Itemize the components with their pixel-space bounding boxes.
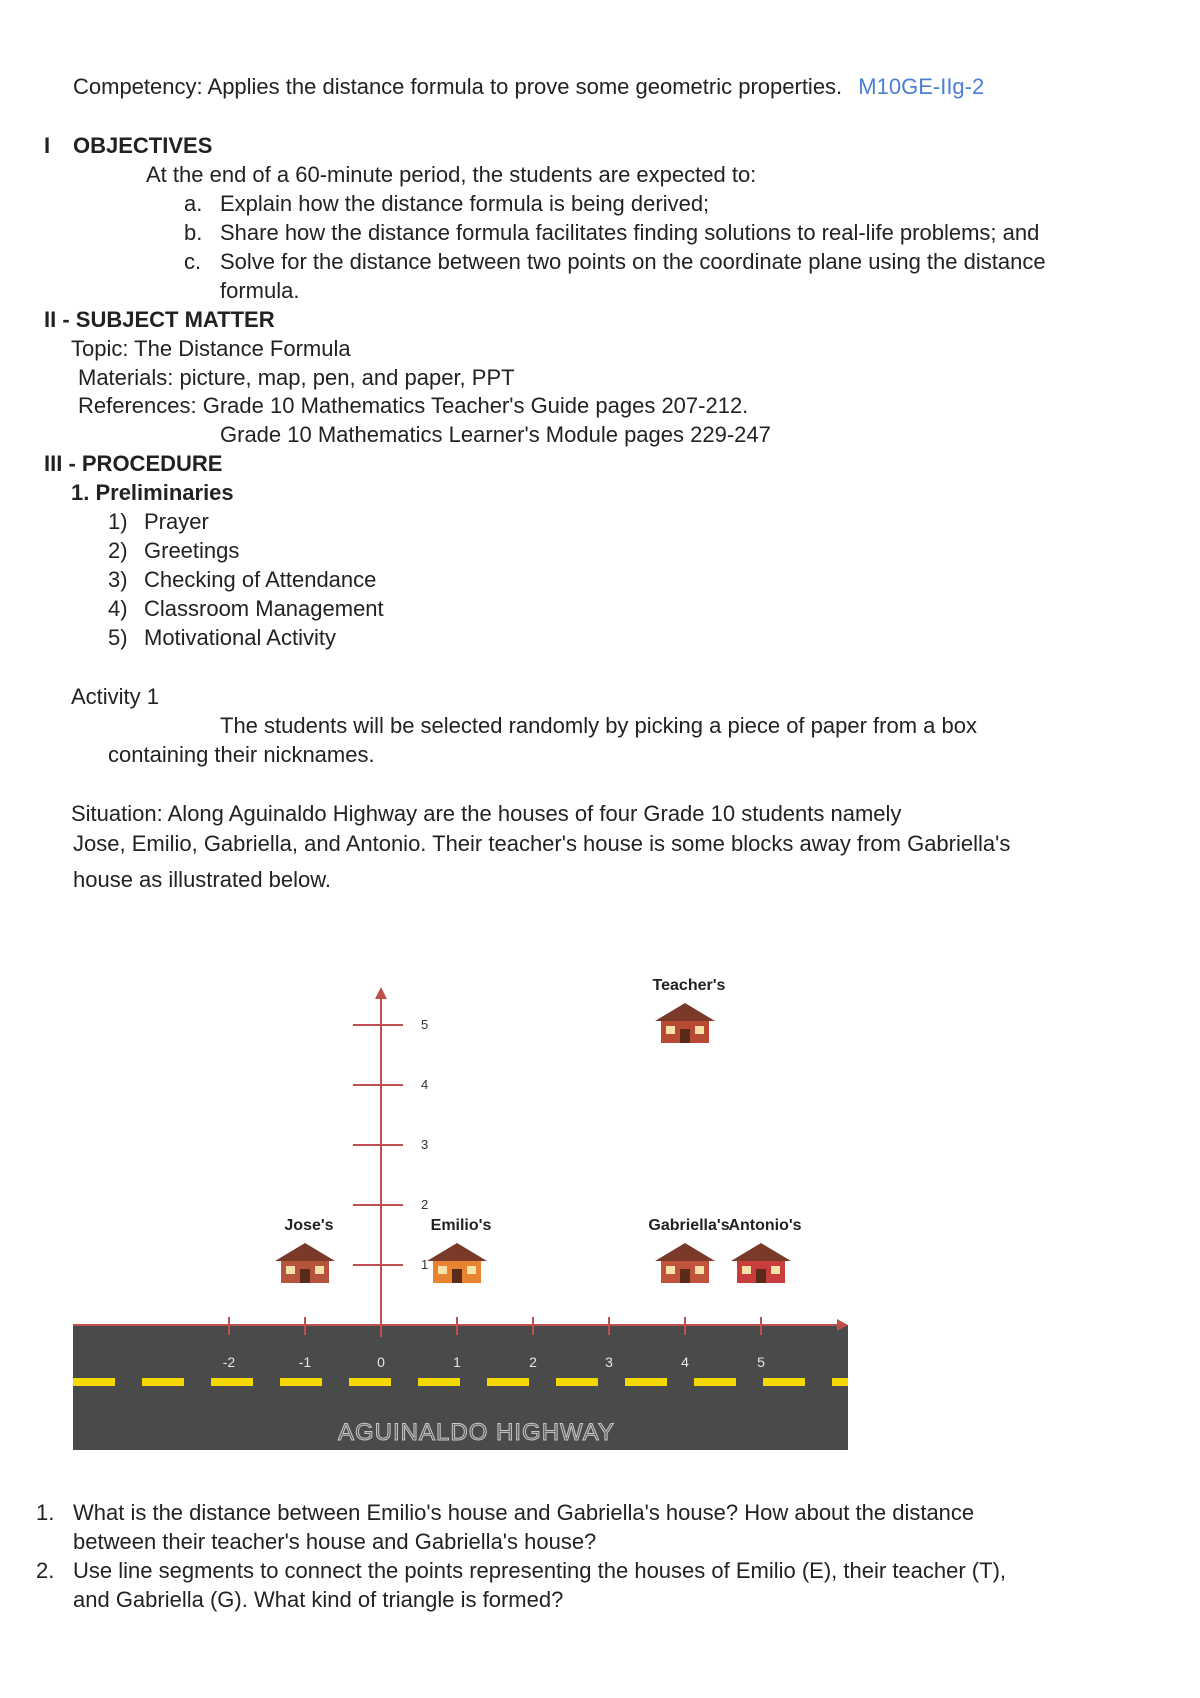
house-window bbox=[695, 1266, 704, 1274]
lane-dash bbox=[763, 1378, 805, 1386]
house-door bbox=[680, 1029, 690, 1043]
house-label: Emilio's bbox=[430, 1217, 492, 1234]
activity-text: The students will be selected randomly by picking a piece of paper from a box bbox=[220, 713, 977, 738]
x-tick-label: -2 bbox=[222, 1354, 236, 1370]
objectives-heading: OBJECTIVES bbox=[73, 133, 213, 158]
section-numeral-1: I bbox=[44, 133, 51, 158]
question-text-continuation: between their teacher's house and Gabriella's house? bbox=[73, 1529, 597, 1554]
x-tick-label: 4 bbox=[681, 1354, 689, 1370]
preliminary-item: Greetings bbox=[144, 538, 240, 563]
procedure-heading: III - PROCEDURE bbox=[44, 451, 223, 476]
preliminary-marker: 3) bbox=[108, 567, 128, 592]
x-tick-label: 3 bbox=[605, 1354, 613, 1370]
lane-dash bbox=[211, 1378, 253, 1386]
objective-item: Solve for the distance between two points on the coordinate plane using the distance bbox=[220, 249, 1046, 274]
question-text: Use line segments to connect the points representing the houses of Emilio (E), their teacher (T), bbox=[73, 1558, 1007, 1583]
preliminaries-heading: 1. Preliminaries bbox=[71, 480, 234, 505]
lane-dash bbox=[349, 1378, 391, 1386]
house-label: Antonio's bbox=[728, 1217, 802, 1234]
house-label: Gabriella's bbox=[648, 1217, 730, 1234]
house-door bbox=[452, 1269, 462, 1283]
lane-dash bbox=[142, 1378, 184, 1386]
competency-code: M10GE-IIg-2 bbox=[858, 74, 985, 99]
question-text-continuation: and Gabriella (G). What kind of triangle is formed? bbox=[73, 1587, 564, 1612]
preliminary-item: Motivational Activity bbox=[144, 625, 336, 650]
preliminary-marker: 2) bbox=[108, 538, 128, 563]
x-tick-label: -1 bbox=[298, 1354, 312, 1370]
question-marker: 1. bbox=[36, 1500, 55, 1525]
house-door bbox=[680, 1269, 690, 1283]
highway-map-figure bbox=[73, 960, 848, 1450]
house-window bbox=[315, 1266, 324, 1274]
house-door bbox=[756, 1269, 766, 1283]
lane-dash bbox=[556, 1378, 598, 1386]
house-window bbox=[695, 1026, 704, 1034]
preliminary-item: Prayer bbox=[144, 509, 209, 534]
x-tick-label: 1 bbox=[453, 1354, 461, 1370]
house-label: Teacher's bbox=[652, 977, 726, 994]
subject-matter-heading: II - SUBJECT MATTER bbox=[44, 307, 275, 332]
preliminary-marker: 1) bbox=[108, 509, 128, 534]
activity-text-continuation: containing their nicknames. bbox=[108, 742, 375, 767]
materials-line: Materials: picture, map, pen, and paper, PPT bbox=[78, 365, 515, 390]
competency-line bbox=[73, 74, 984, 100]
lane-dash bbox=[625, 1378, 667, 1386]
lane-dash bbox=[418, 1378, 460, 1386]
preliminary-marker: 4) bbox=[108, 596, 128, 621]
preliminary-item: Checking of Attendance bbox=[144, 567, 377, 592]
objective-marker: c. bbox=[184, 249, 202, 274]
y-tick-label: 2 bbox=[421, 1197, 429, 1212]
house-window bbox=[286, 1266, 295, 1274]
activity-title: Activity 1 bbox=[71, 684, 160, 709]
objectives-intro: At the end of a 60-minute period, the students are expected to: bbox=[146, 162, 757, 187]
lane-dash bbox=[487, 1378, 529, 1386]
objective-marker: a. bbox=[184, 191, 203, 216]
question-text: What is the distance between Emilio's house and Gabriella's house? How about the distance bbox=[73, 1500, 975, 1525]
x-tick-label: 2 bbox=[529, 1354, 537, 1370]
house-door bbox=[300, 1269, 310, 1283]
house-window bbox=[666, 1026, 675, 1034]
preliminary-item: Classroom Management bbox=[144, 596, 384, 621]
house-window bbox=[467, 1266, 476, 1274]
objective-item: Explain how the distance formula is being derived; bbox=[220, 191, 710, 216]
y-tick-label: 3 bbox=[421, 1137, 429, 1152]
house-label: Jose's bbox=[284, 1217, 334, 1234]
references-line: References: Grade 10 Mathematics Teacher's Guide pages 207-212. bbox=[78, 393, 749, 418]
x-tick-label: 0 bbox=[377, 1354, 385, 1370]
y-tick-label: 5 bbox=[421, 1017, 429, 1032]
situation-text: house as illustrated below. bbox=[73, 867, 332, 892]
x-tick-label: 5 bbox=[757, 1354, 765, 1370]
lane-dash bbox=[832, 1378, 848, 1386]
lane-dash bbox=[73, 1378, 115, 1386]
references-line-2: Grade 10 Mathematics Learner's Module pages 229-247 bbox=[220, 422, 771, 447]
objective-item: Share how the distance formula facilitates finding solutions to real-life problems; and bbox=[220, 220, 1040, 245]
house-window bbox=[438, 1266, 447, 1274]
lane-dash bbox=[694, 1378, 736, 1386]
road-label: AGUINALDO HIGHWAY bbox=[338, 1419, 616, 1446]
question-marker: 2. bbox=[36, 1558, 55, 1583]
topic-line: Topic: The Distance Formula bbox=[71, 336, 351, 361]
house-window bbox=[771, 1266, 780, 1274]
lane-dash bbox=[280, 1378, 322, 1386]
y-tick-label: 4 bbox=[421, 1077, 429, 1092]
competency-text: Competency: Applies the distance formula to prove some geometric properties. bbox=[73, 74, 843, 99]
house-window bbox=[666, 1266, 675, 1274]
situation-text: Situation: Along Aguinaldo Highway are the houses of four Grade 10 students namely bbox=[71, 801, 902, 826]
situation-text: Jose, Emilio, Gabriella, and Antonio. Their teacher's house is some blocks away from Gabriella's bbox=[73, 831, 1011, 856]
objective-marker: b. bbox=[184, 220, 203, 245]
y-tick-label: 1 bbox=[421, 1257, 429, 1272]
preliminary-marker: 5) bbox=[108, 625, 128, 650]
objective-item-continuation: formula. bbox=[220, 278, 300, 303]
house-window bbox=[742, 1266, 751, 1274]
